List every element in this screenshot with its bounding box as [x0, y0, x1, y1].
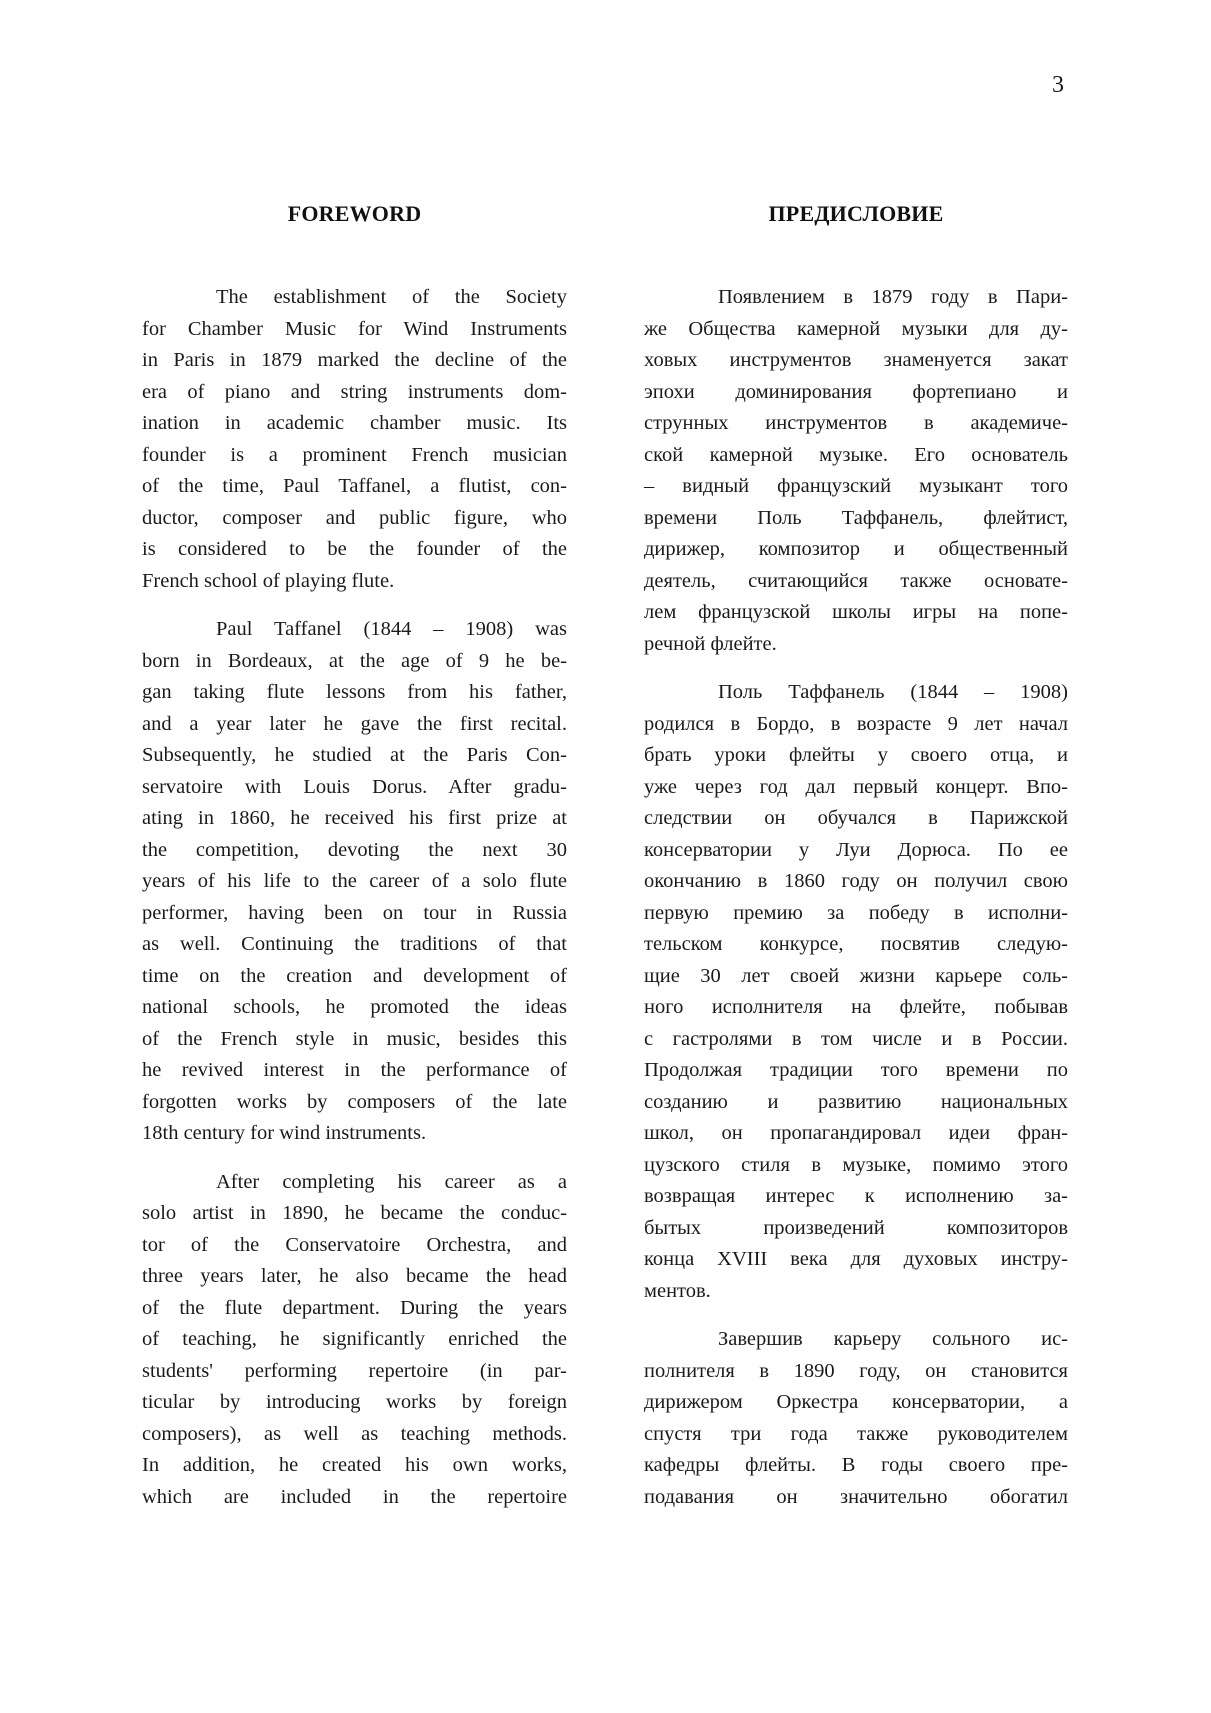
text-line: подавания он значительно обогатил [644, 1485, 1068, 1508]
text-line: he revived interest in the performance of [142, 1059, 567, 1081]
text-line: ination in academic chamber music. Its [142, 412, 567, 434]
text-line: брать уроки флейты у своего отца, и [644, 744, 1068, 766]
text-line: времени Поль Таффанель, флейтист, [644, 506, 1068, 529]
text-line: дирижер, композитор и общественный [644, 538, 1068, 560]
text-line: следствии он обучался в Парижской [644, 807, 1068, 829]
text-line: ating in 1860, he received his first prize at [142, 807, 567, 829]
english-column [142, 282, 567, 1530]
text-line: ской камерной музыке. Его основатель [644, 443, 1068, 466]
text-line: and a year later he gave the first recital. [142, 712, 567, 735]
paragraph [142, 1167, 567, 1514]
text-line: performer, having been on tour in Russia [142, 901, 567, 924]
text-line: речной флейте. [644, 632, 777, 655]
text-line: Paul Taffanel (1844 – 1908) was [216, 618, 567, 640]
text-line: дирижером Оркестра консерватории, а [644, 1391, 1068, 1413]
paragraph [644, 1324, 1068, 1513]
text-line: composers), as well as teaching methods. [142, 1422, 567, 1445]
text-line: струнных инструментов в академиче- [644, 412, 1068, 434]
text-line: Появлением в 1879 году в Пари- [718, 286, 1068, 308]
text-line: бытых произведений композиторов [644, 1216, 1068, 1239]
text-line: полнителя в 1890 году, он становится [644, 1359, 1068, 1382]
text-line: of the French style in music, besides this [142, 1027, 567, 1050]
text-line: founder is a prominent French musician [142, 443, 567, 466]
text-line: of the time, Paul Taffanel, a flutist, con- [142, 475, 567, 497]
heading-predislovie: ПРЕДИСЛОВИЕ [768, 200, 944, 226]
text-line: с гастролями в том числе и в России. [644, 1027, 1068, 1050]
text-line: цузского стиля в музыке, помимо этого [644, 1153, 1068, 1176]
text-line: is considered to be the founder of the [142, 538, 567, 560]
text-line: щие 30 лет своей жизни карьере соль- [644, 964, 1068, 987]
text-line: же Общества камерной музыки для ду- [644, 317, 1068, 340]
text-line: – видный французский музыкант того [644, 475, 1068, 497]
paragraph [142, 282, 567, 597]
paragraph [142, 614, 567, 1150]
heading-foreword: FOREWORD [287, 200, 422, 226]
text-line: спустя три года также руководителем [644, 1422, 1068, 1445]
paragraph [644, 677, 1068, 1307]
text-line: 18th century for wind instruments. [142, 1122, 427, 1144]
text-line: деятель, считающийся также основате- [644, 569, 1068, 592]
text-line: three years later, he also became the head [142, 1265, 567, 1287]
text-line: years of his life to the career of a solo flute [142, 870, 567, 892]
text-line: ментов. [644, 1279, 711, 1302]
text-line: ховых инструментов знаменуется закат [644, 349, 1068, 371]
text-line: national schools, he promoted the ideas [142, 996, 567, 1018]
text-line: тельском конкурсе, посвятив следую- [644, 933, 1068, 955]
text-line: time on the creation and development of [142, 964, 567, 987]
text-line: The establishment of the Society [216, 286, 567, 308]
text-line: кафедры флейты. В годы своего пре- [644, 1454, 1068, 1476]
text-line: as well. Continuing the traditions of that [142, 933, 567, 955]
text-line: ного исполнителя на флейте, побывав [644, 996, 1068, 1018]
text-line: of teaching, he significantly enriched the [142, 1328, 567, 1350]
text-line: родился в Бордо, в возрасте 9 лет начал [644, 712, 1068, 735]
text-line: возвращая интерес к исполнению за- [644, 1185, 1068, 1207]
paragraph [644, 282, 1068, 660]
russian-column [644, 282, 1068, 1530]
text-line: лем французской школы игры на попе- [644, 601, 1068, 623]
text-line: первую премию за победу в исполни- [644, 901, 1068, 924]
page-number: 3 [1052, 72, 1064, 98]
text-line: In addition, he created his own works, [142, 1454, 567, 1476]
text-line: созданию и развитию национальных [644, 1090, 1068, 1113]
text-line: консерватории у Луи Дорюса. По ее [644, 838, 1068, 861]
text-line: servatoire with Louis Dorus. After gradu- [142, 775, 567, 798]
text-line: in Paris in 1879 marked the decline of the [142, 349, 567, 371]
text-line: Subsequently, he studied at the Paris Con- [142, 744, 567, 766]
text-line: for Chamber Music for Wind Instruments [142, 317, 567, 340]
text-line: the competition, devoting the next 30 [142, 838, 567, 861]
text-line: students' performing repertoire (in par- [142, 1359, 567, 1382]
text-line: окончанию в 1860 году он получил свою [644, 870, 1068, 892]
text-line: era of piano and string instruments dom- [142, 380, 567, 403]
text-line: Поль Таффанель (1844 – 1908) [718, 681, 1068, 703]
text-line: ductor, composer and public figure, who [142, 506, 567, 529]
text-line: эпохи доминирования фортепиано и [644, 380, 1068, 403]
text-line: уже через год дал первый концерт. Впо- [644, 775, 1068, 798]
text-line: Завершив карьеру сольного ис- [718, 1328, 1068, 1350]
text-line: ticular by introducing works by foreign [142, 1391, 567, 1413]
text-line: tor of the Conservatoire Orchestra, and [142, 1233, 567, 1256]
text-line: школ, он пропагандировал идеи фран- [644, 1122, 1068, 1144]
text-line: конца XVIII века для духовых инстру- [644, 1248, 1068, 1270]
text-line: gan taking flute lessons from his father, [142, 681, 567, 703]
text-line: After completing his career as a [216, 1170, 567, 1193]
text-line: born in Bordeaux, at the age of 9 he be- [142, 649, 567, 672]
text-line: solo artist in 1890, he became the conduc- [142, 1202, 567, 1224]
text-line: forgotten works by composers of the late [142, 1090, 567, 1113]
text-line: which are included in the repertoire [142, 1485, 567, 1508]
text-line: Продолжая традиции того времени по [644, 1059, 1068, 1081]
text-line: of the flute department. During the years [142, 1296, 567, 1319]
text-line: French school of playing flute. [142, 569, 395, 592]
